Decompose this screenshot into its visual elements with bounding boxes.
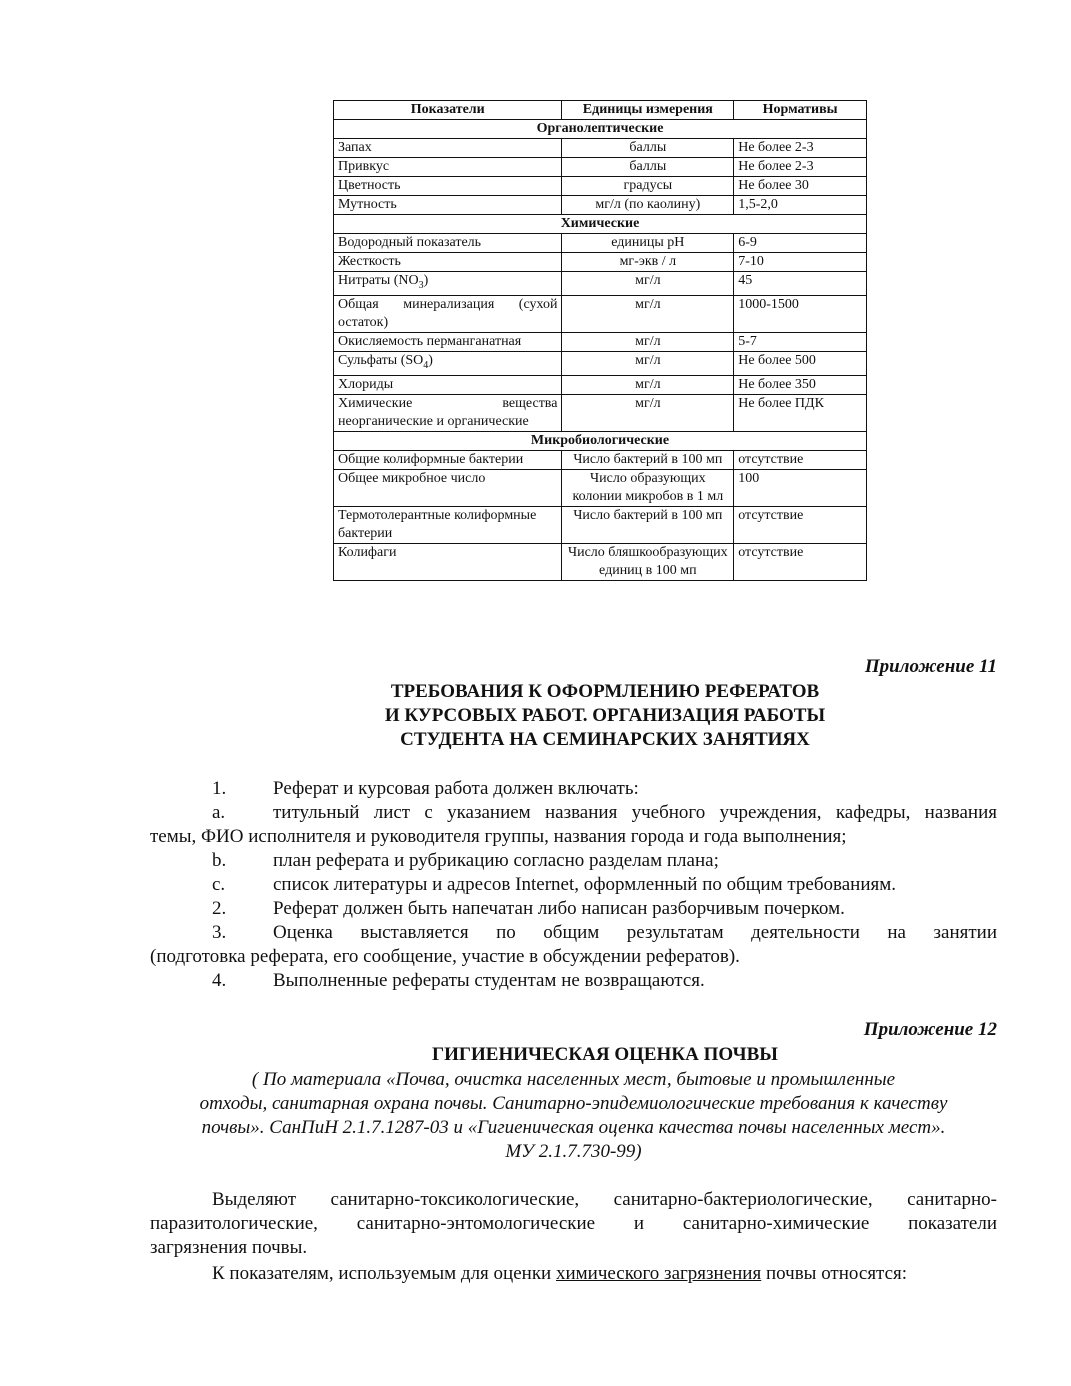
table-row <box>334 506 867 543</box>
paragraph-text: К показателям, используемым для оценки <box>212 1263 556 1284</box>
list-item: 4. Выполненные рефераты студентам не возвращаются. <box>212 970 705 991</box>
table-row <box>334 543 867 580</box>
cell-unit: Число бактерий в 100 мп <box>562 506 734 543</box>
cell-indicator-sulfates: Сульфаты $(SO_4)$ <box>334 351 562 375</box>
cell-norm: отсутствие <box>734 543 867 580</box>
cell-indicator: Цветность <box>334 177 562 196</box>
cell-norm: 5-7 <box>734 332 867 351</box>
cell-unit: мг/л <box>562 272 734 296</box>
title-line: И КУРСОВЫХ РАБОТ. ОРГАНИЗАЦИЯ РАБОТЫ <box>384 705 826 726</box>
source-line: почвы». СанПиН 2.1.7.1287-03 и «Гигиеническая оценка качества почвы населенных мест». <box>201 1117 946 1138</box>
cell-norm: 1,5-2,0 <box>734 196 867 215</box>
cell-unit: баллы <box>562 139 734 158</box>
cell-unit: Число бляшкообразующих единиц в 100 мп <box>562 543 734 580</box>
cell-indicator: Запах <box>334 139 562 158</box>
table-row <box>334 450 867 469</box>
appendix-11-list <box>150 777 997 993</box>
cell-norm: 7-10 <box>734 253 867 272</box>
cell-unit: мг/л <box>562 332 734 351</box>
table-row <box>334 351 867 375</box>
list-item-continuation: темы, ФИО исполнителя и руководителя группы, названия города и года выполнения; <box>150 826 847 847</box>
table-row <box>334 158 867 177</box>
cell-norm: отсутствие <box>734 506 867 543</box>
table-row <box>334 177 867 196</box>
list-item: 1. Реферат и курсовая работа должен включать: <box>212 778 639 799</box>
cell-unit: Число образующих колонии микробов в 1 мл <box>562 469 734 506</box>
cell-unit: единицы pH <box>562 234 734 253</box>
cell-indicator: Водородный показатель <box>334 234 562 253</box>
table-header-row <box>334 101 867 120</box>
list-item: c. список литературы и адресов Internet, оформленный по общим требованиям. <box>212 874 897 895</box>
table-row <box>334 375 867 394</box>
cell-unit: мг-экв / л <box>562 253 734 272</box>
underlined-term: химического загрязнения <box>555 1263 762 1284</box>
appendix-12-source <box>150 1068 997 1164</box>
cell-indicator: Общая минерализация (сухой остаток) <box>334 295 562 332</box>
section-chemical: Химические <box>334 215 867 234</box>
cell-indicator: Общее микробное число <box>334 469 562 506</box>
cell-norm: Не более 2-3 <box>734 139 867 158</box>
cell-indicator: Химические вещества неорганические и органические <box>334 394 562 431</box>
cell-norm: Не более 30 <box>734 177 867 196</box>
cell-indicator: Окисляемость перманганатная <box>334 332 562 351</box>
paragraph-line: Выделяют санитарно-токсикологические, санитарно-бактериологические, санитарно- <box>212 1189 997 1210</box>
cell-norm: отсутствие <box>734 450 867 469</box>
title-line: ТРЕБОВАНИЯ К ОФОРМЛЕНИЮ РЕФЕРАТОВ <box>390 681 820 702</box>
cell-unit: баллы <box>562 158 734 177</box>
list-item: 3. Оценка выставляется по общим результатам деятельности на занятии <box>212 922 997 943</box>
cell-unit: Число бактерий в 100 мп <box>562 450 734 469</box>
cell-unit: мг/л <box>562 295 734 332</box>
table-row <box>334 295 867 332</box>
table-row <box>334 253 867 272</box>
cell-indicator: Хлориды <box>334 375 562 394</box>
cell-norm: 6-9 <box>734 234 867 253</box>
cell-norm: 45 <box>734 272 867 296</box>
list-item: 2. Реферат должен быть напечатан либо написан разборчивым почерком. <box>212 898 845 919</box>
cell-unit: градусы <box>562 177 734 196</box>
source-line: МУ 2.1.7.730-99) <box>505 1141 642 1162</box>
water-norms-table <box>333 100 867 581</box>
section-microbiological: Микробиологические <box>334 431 867 450</box>
cell-unit: мг/л <box>562 351 734 375</box>
section-organoleptic: Органолептические <box>334 120 867 139</box>
cell-norm: Не более 2-3 <box>734 158 867 177</box>
cell-indicator: Термотолерантные колиформные бактерии <box>334 506 562 543</box>
cell-norm: 100 <box>734 469 867 506</box>
list-item-continuation: (подготовка реферата, его сообщение, участие в обсуждении рефератов). <box>150 946 740 967</box>
cell-indicator: Жесткость <box>334 253 562 272</box>
table-row <box>334 272 867 296</box>
cell-indicator: Общие колиформные бактерии <box>334 450 562 469</box>
cell-indicator: Привкус <box>334 158 562 177</box>
paragraph-text: почвы относятся: <box>761 1263 908 1284</box>
cell-indicator-nitrates: Нитраты $(NO_3)$ <box>334 272 562 296</box>
appendix-12-title: ГИГИЕНИЧЕСКАЯ ОЦЕНКА ПОЧВЫ <box>432 1044 778 1065</box>
cell-indicator: Колифаги <box>334 543 562 580</box>
appendix-12-paragraph-2 <box>150 1262 997 1286</box>
appendix-11-title <box>100 680 1071 752</box>
header-indicators: Показатели <box>334 101 562 120</box>
cell-unit: мг/л <box>562 394 734 431</box>
list-item: a. титульный лист с указанием названия учебного учреждения, кафедры, названия <box>212 802 997 823</box>
cell-unit: мг/л (по каолину) <box>562 196 734 215</box>
table-row <box>334 139 867 158</box>
table-row <box>334 234 867 253</box>
cell-norm: Не более 350 <box>734 375 867 394</box>
source-line: отходы, санитарная охрана почвы. Санитарно-эпидемиологические требования к качеству <box>199 1093 948 1114</box>
header-norms: Нормативы <box>734 101 867 120</box>
paragraph-line: паразитологические, санитарно-энтомологические и санитарно-химические показатели <box>150 1213 997 1234</box>
table-row <box>334 196 867 215</box>
table-row <box>334 394 867 431</box>
cell-indicator: Мутность <box>334 196 562 215</box>
appendix-11-label: Приложение 11 <box>864 656 997 677</box>
source-line: ( По материала «Почва, очистка населенных мест, бытовые и промышленные <box>251 1069 896 1090</box>
paragraph-line: загрязнения почвы. <box>150 1237 308 1258</box>
cell-unit: мг/л <box>562 375 734 394</box>
appendix-12-paragraph-1 <box>150 1188 997 1260</box>
header-units: Единицы измерения <box>562 101 734 120</box>
title-line: СТУДЕНТА НА СЕМИНАРСКИХ ЗАНЯТИЯХ <box>400 729 810 750</box>
list-item: b. план реферата и рубрикацию согласно разделам плана; <box>212 850 719 871</box>
cell-norm: Не более ПДК <box>734 394 867 431</box>
appendix-12-label: Приложение 12 <box>863 1019 997 1040</box>
table-row <box>334 332 867 351</box>
table-row <box>334 469 867 506</box>
cell-norm: Не более 500 <box>734 351 867 375</box>
cell-norm: 1000-1500 <box>734 295 867 332</box>
